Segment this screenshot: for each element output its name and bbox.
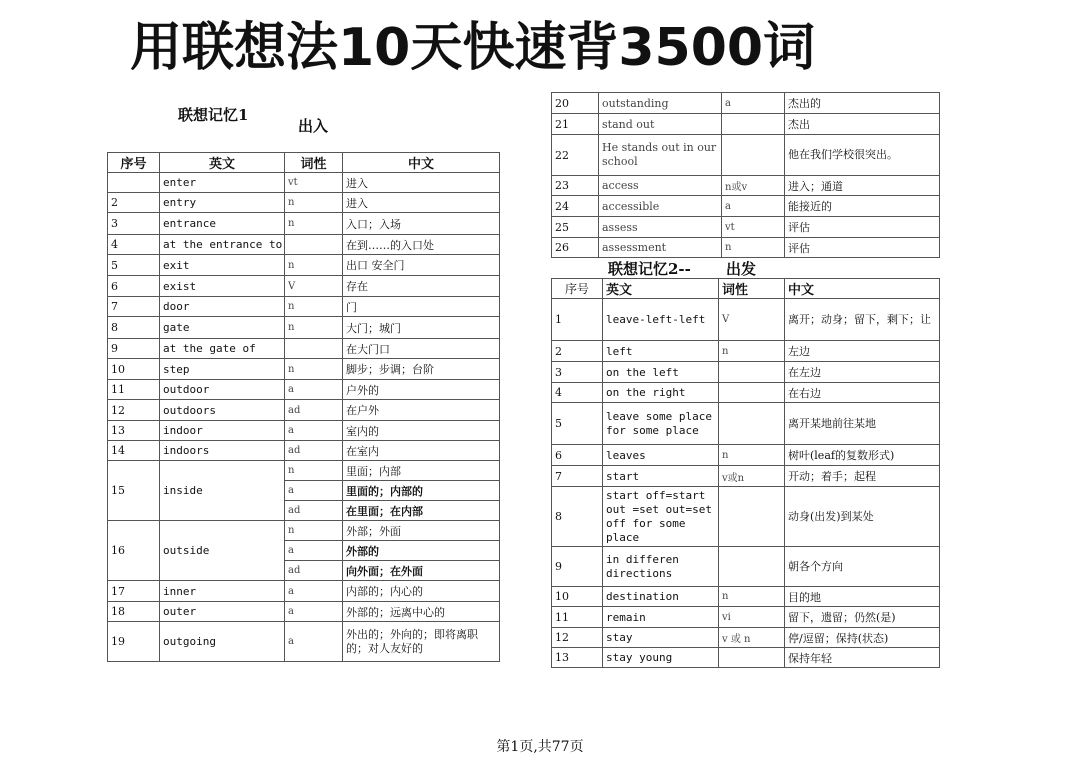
row-pos: a [285, 380, 343, 400]
row-chinese: 进入 [343, 193, 500, 213]
row-english: exit [160, 255, 285, 276]
row-no: 9 [108, 339, 160, 359]
table-row [552, 135, 940, 176]
section-2-label: 联想记忆2-- [608, 260, 691, 278]
row-english: outstanding [599, 93, 722, 114]
row-chinese: 在左边 [785, 362, 940, 383]
row-no: 21 [552, 114, 599, 135]
header-pos: 词性 [285, 153, 343, 173]
row-chinese: 外部的 [343, 541, 500, 561]
row-chinese: 在右边 [785, 383, 940, 403]
table-row [552, 466, 940, 487]
page-title: 用联想法10天快速背3500词 [130, 18, 816, 78]
row-pos: n [285, 193, 343, 213]
row-chinese: 门 [343, 297, 500, 317]
row-english: leaves [603, 445, 719, 466]
table-row [108, 380, 500, 400]
row-no: 2 [552, 341, 603, 362]
table-row [108, 622, 500, 662]
row-no: 18 [108, 602, 160, 622]
table-row [552, 114, 940, 135]
row-english: assess [599, 217, 722, 238]
row-chinese: 离开某地前往某地 [785, 403, 940, 445]
table-row [108, 581, 500, 602]
row-chinese: 里面；内部 [343, 461, 500, 481]
row-pos: a [285, 622, 343, 662]
header-zh: 中文 [343, 153, 500, 173]
row-no: 13 [552, 648, 603, 668]
table-row [552, 362, 940, 383]
row-pos: ad [285, 400, 343, 421]
row-english: outdoors [160, 400, 285, 421]
row-no: 24 [552, 196, 599, 217]
row-english: entrance [160, 213, 285, 235]
row-chinese: 入口；入场 [343, 213, 500, 235]
row-no: 7 [552, 466, 603, 487]
row-pos: vt [722, 217, 785, 238]
header-pos: 词性 [719, 279, 785, 299]
row-chinese: 室内的 [343, 421, 500, 441]
row-chinese: 户外的 [343, 380, 500, 400]
row-pos: vi [719, 607, 785, 628]
row-pos [722, 135, 785, 176]
row-no: 19 [108, 622, 160, 662]
row-english: inside [160, 461, 285, 521]
row-no: 26 [552, 238, 599, 258]
table-row [552, 176, 940, 196]
header-no: 序号 [108, 153, 160, 173]
table-row [108, 359, 500, 380]
row-pos: n [285, 255, 343, 276]
row-chinese: 出口 安全门 [343, 255, 500, 276]
row-english: indoors [160, 441, 285, 461]
row-pos: n [285, 359, 343, 380]
row-pos: a [285, 602, 343, 622]
row-pos [719, 383, 785, 403]
row-no: 5 [552, 403, 603, 445]
row-no: 11 [108, 380, 160, 400]
row-pos [285, 339, 343, 359]
row-no: 5 [108, 255, 160, 276]
row-english: leave-left-left [603, 299, 719, 341]
section-1-label: 联想记忆1 [178, 106, 249, 124]
row-english: stay young [603, 648, 719, 668]
row-no: 17 [108, 581, 160, 602]
row-pos [285, 235, 343, 255]
row-english: destination [603, 587, 719, 607]
row-no: 12 [552, 628, 603, 648]
row-no: 8 [552, 487, 603, 547]
row-no: 6 [552, 445, 603, 466]
row-no: 15 [108, 461, 160, 521]
table-row [108, 193, 500, 213]
row-no: 1 [552, 299, 603, 341]
vocab-table-1 [107, 152, 500, 662]
row-chinese: 在大门口 [343, 339, 500, 359]
table-row [552, 547, 940, 587]
table-row [108, 297, 500, 317]
row-pos: a [285, 541, 343, 561]
vocab-table-2 [551, 92, 940, 258]
table-row [108, 441, 500, 461]
table-row [552, 607, 940, 628]
row-chinese: 杰出 [785, 114, 940, 135]
row-pos: n [722, 238, 785, 258]
row-english: at the entrance to [160, 235, 285, 255]
row-pos: ad [285, 501, 343, 521]
row-english: He stands out in our school [599, 135, 722, 176]
table-row [108, 400, 500, 421]
row-pos [719, 487, 785, 547]
row-pos: n [285, 461, 343, 481]
table-row [552, 648, 940, 668]
row-chinese: 评估 [785, 217, 940, 238]
row-chinese: 大门；城门 [343, 317, 500, 339]
row-english: door [160, 297, 285, 317]
table-row [108, 339, 500, 359]
row-no [108, 173, 160, 193]
row-pos: n [285, 297, 343, 317]
row-chinese: 评估 [785, 238, 940, 258]
page-footer: 第1页,共77页 [496, 739, 584, 755]
table-row [108, 421, 500, 441]
row-no: 8 [108, 317, 160, 339]
row-no: 3 [108, 213, 160, 235]
row-no: 10 [552, 587, 603, 607]
row-pos [722, 114, 785, 135]
row-english: accessible [599, 196, 722, 217]
row-pos [719, 362, 785, 383]
row-no: 2 [108, 193, 160, 213]
row-pos: a [722, 93, 785, 114]
table-row [108, 317, 500, 339]
row-pos: n [719, 341, 785, 362]
table-row [552, 587, 940, 607]
row-no: 9 [552, 547, 603, 587]
table-row [108, 276, 500, 297]
row-english: inner [160, 581, 285, 602]
row-english: indoor [160, 421, 285, 441]
row-no: 16 [108, 521, 160, 581]
row-no: 4 [108, 235, 160, 255]
row-no: 12 [108, 400, 160, 421]
table-row [552, 238, 940, 258]
row-chinese: 外部；外面 [343, 521, 500, 541]
row-english: outdoor [160, 380, 285, 400]
vocab-table-3 [551, 278, 940, 668]
row-chinese: 动身(出发)到某处 [785, 487, 940, 547]
row-chinese: 在户外 [343, 400, 500, 421]
table-row [108, 602, 500, 622]
row-english: stand out [599, 114, 722, 135]
row-english: left [603, 341, 719, 362]
row-english: start off=start out =set out=set off for some place [603, 487, 719, 547]
row-chinese: 目的地 [785, 587, 940, 607]
row-english: at the gate of [160, 339, 285, 359]
row-pos: V [719, 299, 785, 341]
header-en: 英文 [603, 279, 719, 299]
row-english: gate [160, 317, 285, 339]
row-pos [719, 403, 785, 445]
row-english: enter [160, 173, 285, 193]
row-english: access [599, 176, 722, 196]
row-pos: V [285, 276, 343, 297]
row-english: start [603, 466, 719, 487]
row-chinese: 脚步；步调；台阶 [343, 359, 500, 380]
row-chinese: 能接近的 [785, 196, 940, 217]
row-pos: ad [285, 561, 343, 581]
row-chinese: 进入；通道 [785, 176, 940, 196]
row-chinese: 里面的；内部的 [343, 481, 500, 501]
table-row [552, 628, 940, 648]
row-english: exist [160, 276, 285, 297]
row-pos: a [285, 421, 343, 441]
table-row [552, 341, 940, 362]
row-pos: n [285, 213, 343, 235]
row-pos [719, 547, 785, 587]
header-en: 英文 [160, 153, 285, 173]
section-2-sublabel: 出发 [726, 260, 757, 278]
row-chinese: 进入 [343, 173, 500, 193]
row-no: 23 [552, 176, 599, 196]
row-pos: v 或 n [719, 628, 785, 648]
table-row [552, 445, 940, 466]
row-pos: n [285, 317, 343, 339]
row-no: 25 [552, 217, 599, 238]
row-english: outside [160, 521, 285, 581]
header-zh: 中文 [785, 279, 940, 299]
row-chinese: 外出的；外向的；即将离职的；对人友好的 [343, 622, 500, 662]
row-chinese: 树叶(leaf的复数形式) [785, 445, 940, 466]
row-no: 10 [108, 359, 160, 380]
row-chinese: 内部的；内心的 [343, 581, 500, 602]
row-english: remain [603, 607, 719, 628]
row-chinese: 外部的；远离中心的 [343, 602, 500, 622]
row-pos: n或v [722, 176, 785, 196]
row-no: 14 [108, 441, 160, 461]
row-no: 11 [552, 607, 603, 628]
table-row [552, 383, 940, 403]
row-english: step [160, 359, 285, 380]
row-chinese: 在里面；在内部 [343, 501, 500, 521]
row-no: 7 [108, 297, 160, 317]
row-english: on the left [603, 362, 719, 383]
row-no: 13 [108, 421, 160, 441]
row-no: 20 [552, 93, 599, 114]
row-chinese: 留下，遗留；仍然(是) [785, 607, 940, 628]
table-row [552, 487, 940, 547]
row-pos: a [285, 581, 343, 602]
row-pos: a [285, 481, 343, 501]
row-english: leave some place for some place [603, 403, 719, 445]
row-chinese: 在到……的入口处 [343, 235, 500, 255]
table-row [108, 255, 500, 276]
row-chinese: 在室内 [343, 441, 500, 461]
table-row [108, 213, 500, 235]
row-pos: n [719, 445, 785, 466]
table-row [552, 299, 940, 341]
row-no: 6 [108, 276, 160, 297]
table-row [108, 173, 500, 193]
row-pos [719, 648, 785, 668]
table-row [552, 196, 940, 217]
header-no: 序号 [552, 279, 603, 299]
row-pos: n [285, 521, 343, 541]
row-english: outgoing [160, 622, 285, 662]
row-pos: vt [285, 173, 343, 193]
section-1-sublabel: 出入 [298, 117, 329, 135]
row-chinese: 他在我们学校很突出。 [785, 135, 940, 176]
row-pos: n [719, 587, 785, 607]
row-english: on the right [603, 383, 719, 403]
row-english: stay [603, 628, 719, 648]
row-chinese: 杰出的 [785, 93, 940, 114]
row-chinese: 朝各个方向 [785, 547, 940, 587]
row-pos: v或n [719, 466, 785, 487]
row-english: assessment [599, 238, 722, 258]
table-row [552, 403, 940, 445]
table-row [108, 235, 500, 255]
table-row [552, 217, 940, 238]
row-pos: ad [285, 441, 343, 461]
row-chinese: 开动；着手；起程 [785, 466, 940, 487]
row-chinese: 保持年轻 [785, 648, 940, 668]
row-no: 22 [552, 135, 599, 176]
row-english: in differen directions [603, 547, 719, 587]
row-chinese: 停/逗留；保持(状态) [785, 628, 940, 648]
row-no: 3 [552, 362, 603, 383]
row-english: entry [160, 193, 285, 213]
row-chinese: 离开；动身；留下，剩下；让 [785, 299, 940, 341]
row-english: outer [160, 602, 285, 622]
row-no: 4 [552, 383, 603, 403]
row-chinese: 存在 [343, 276, 500, 297]
row-chinese: 左边 [785, 341, 940, 362]
table-row [552, 93, 940, 114]
row-chinese: 向外面；在外面 [343, 561, 500, 581]
row-pos: a [722, 196, 785, 217]
